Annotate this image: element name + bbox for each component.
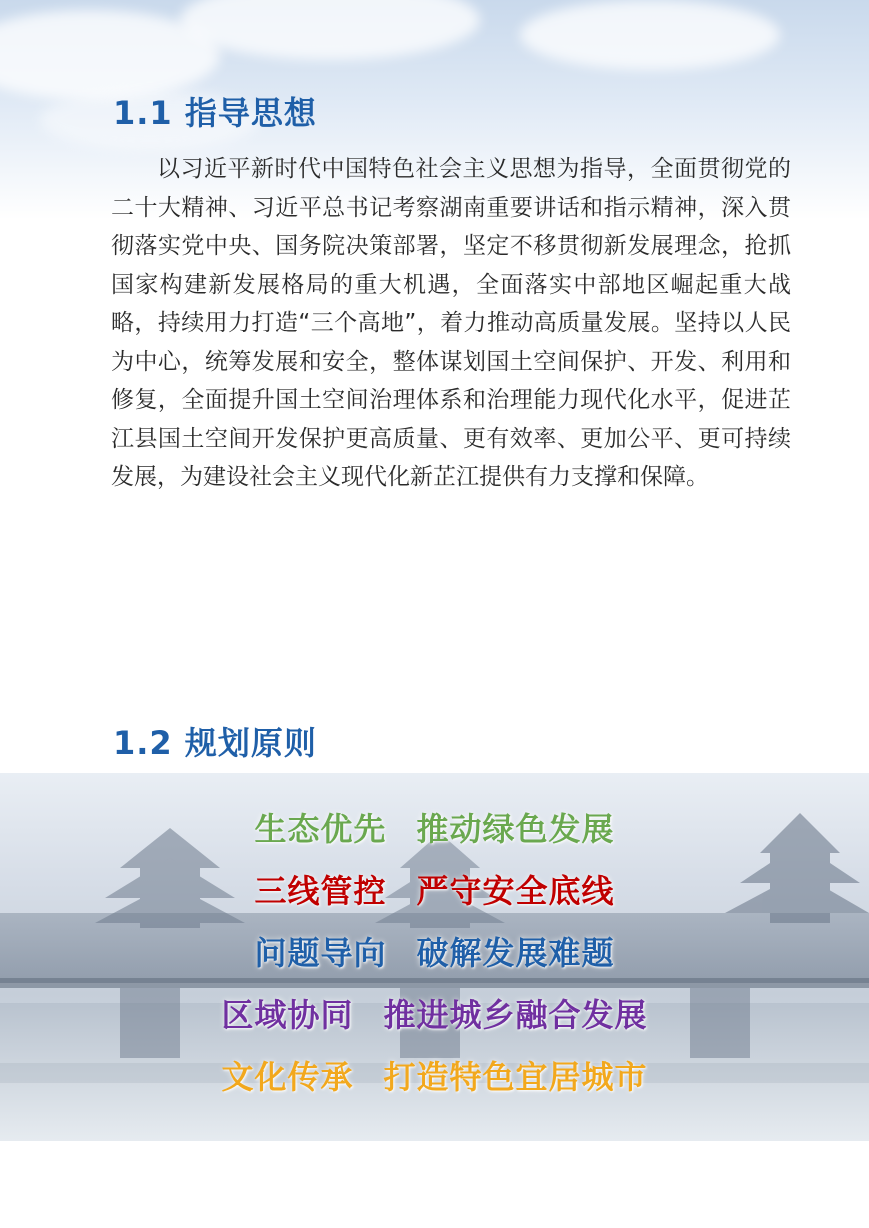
principle-item <box>0 922 869 984</box>
principle-key: 生态优先 <box>254 810 387 848</box>
principle-detail: 推动绿色发展 <box>416 810 615 848</box>
principle-detail: 推进城乡融合发展 <box>383 996 648 1034</box>
principles-list <box>0 798 869 1108</box>
principle-key: 问题导向 <box>254 934 387 972</box>
principle-key: 三线管控 <box>254 872 387 910</box>
section-title-guiding-ideology: 1.1 指导思想 <box>113 94 317 132</box>
principle-detail: 严守安全底线 <box>416 872 615 910</box>
principle-item <box>0 984 869 1046</box>
principle-item <box>0 798 869 860</box>
principle-detail: 破解发展难题 <box>416 934 615 972</box>
section-title-planning-principles: 1.2 规划原则 <box>113 724 317 762</box>
principle-item <box>0 1046 869 1108</box>
principle-item <box>0 860 869 922</box>
principle-detail: 打造特色宜居城市 <box>383 1058 648 1096</box>
principle-key: 区域协同 <box>221 996 354 1034</box>
principle-key: 文化传承 <box>221 1058 354 1096</box>
guiding-ideology-paragraph: 以习近平新时代中国特色社会主义思想为指导，全面贯彻党的二十大精神、习近平总书记考察湖南重要讲话和指示精神，深入贯彻落实党中央、国务院决策部署，坚定不移贯彻新发展理念，抢抓国家构建新发展格局的重大机遇，全面落实中部地区崛起重大战略，持续用力打造“三个高地”，着力推动高质量发展。坚持以人民为中心，统筹发展和安全，整体谋划国土空间保护、开发、利用和修复，全面提升国土空间治理体系和治理能力现代化水平，促进芷江县国土空间开发保护更高质量、更有效率、更加公平、更可持续发展，为建设社会主义现代化新芷江提供有力支撑和保障。 <box>111 156 791 490</box>
